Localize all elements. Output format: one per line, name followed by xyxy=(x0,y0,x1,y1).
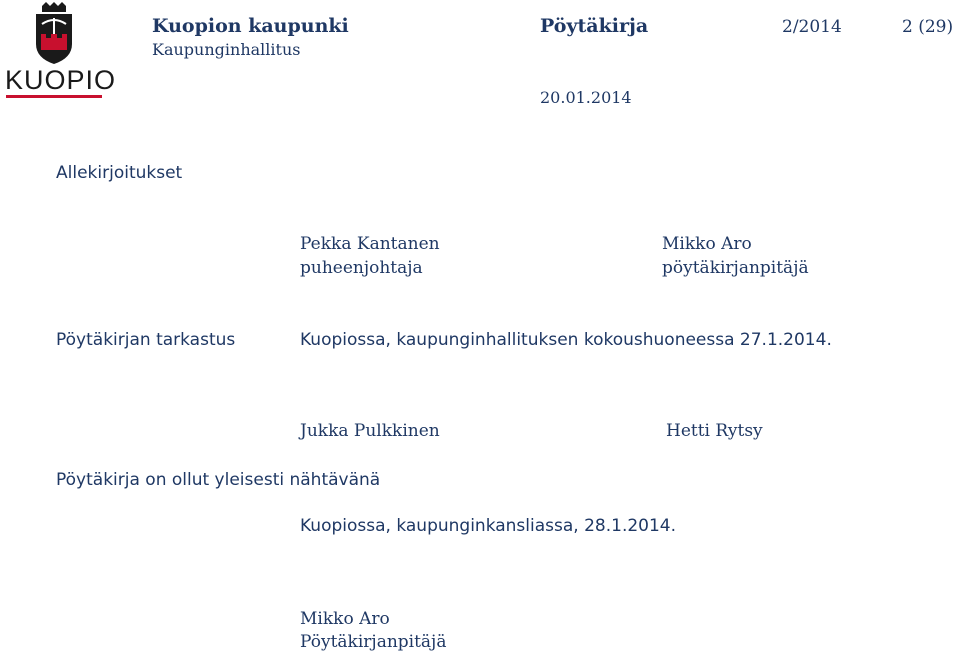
svg-text:KUOPIO: KUOPIO xyxy=(5,65,117,95)
document-number: 2/2014 xyxy=(782,17,842,37)
display-signer-role: Pöytäkirjanpitäjä xyxy=(300,632,447,652)
chair-name: Pekka Kantanen xyxy=(300,234,440,254)
document-type: Pöytäkirja xyxy=(540,15,649,37)
organization-name: Kuopion kaupunki xyxy=(152,15,349,37)
review-place-date: Kuopiossa, kaupunginhallituksen kokoushuoneessa 27.1.2014. xyxy=(300,330,832,350)
chair-role: puheenjohtaja xyxy=(300,258,423,278)
department-name: Kaupunginhallitus xyxy=(152,40,301,59)
display-label: Pöytäkirja on ollut yleisesti nähtävänä xyxy=(56,470,381,490)
review-label: Pöytäkirjan tarkastus xyxy=(56,330,236,350)
reviewer-1-name: Jukka Pulkkinen xyxy=(300,421,440,441)
document-date: 20.01.2014 xyxy=(540,88,632,107)
display-place-date: Kuopiossa, kaupunginkansliassa, 28.1.2014. xyxy=(300,516,677,536)
reviewer-2-name: Hetti Rytsy xyxy=(666,421,763,441)
display-signer-name: Mikko Aro xyxy=(300,609,390,629)
signatures-heading: Allekirjoitukset xyxy=(56,163,183,183)
coat-of-arms-icon xyxy=(4,2,117,102)
page-number: 2 (29) xyxy=(902,17,954,37)
kuopio-logo xyxy=(4,2,117,102)
secretary-role: pöytäkirjanpitäjä xyxy=(662,258,809,278)
secretary-name: Mikko Aro xyxy=(662,234,752,254)
